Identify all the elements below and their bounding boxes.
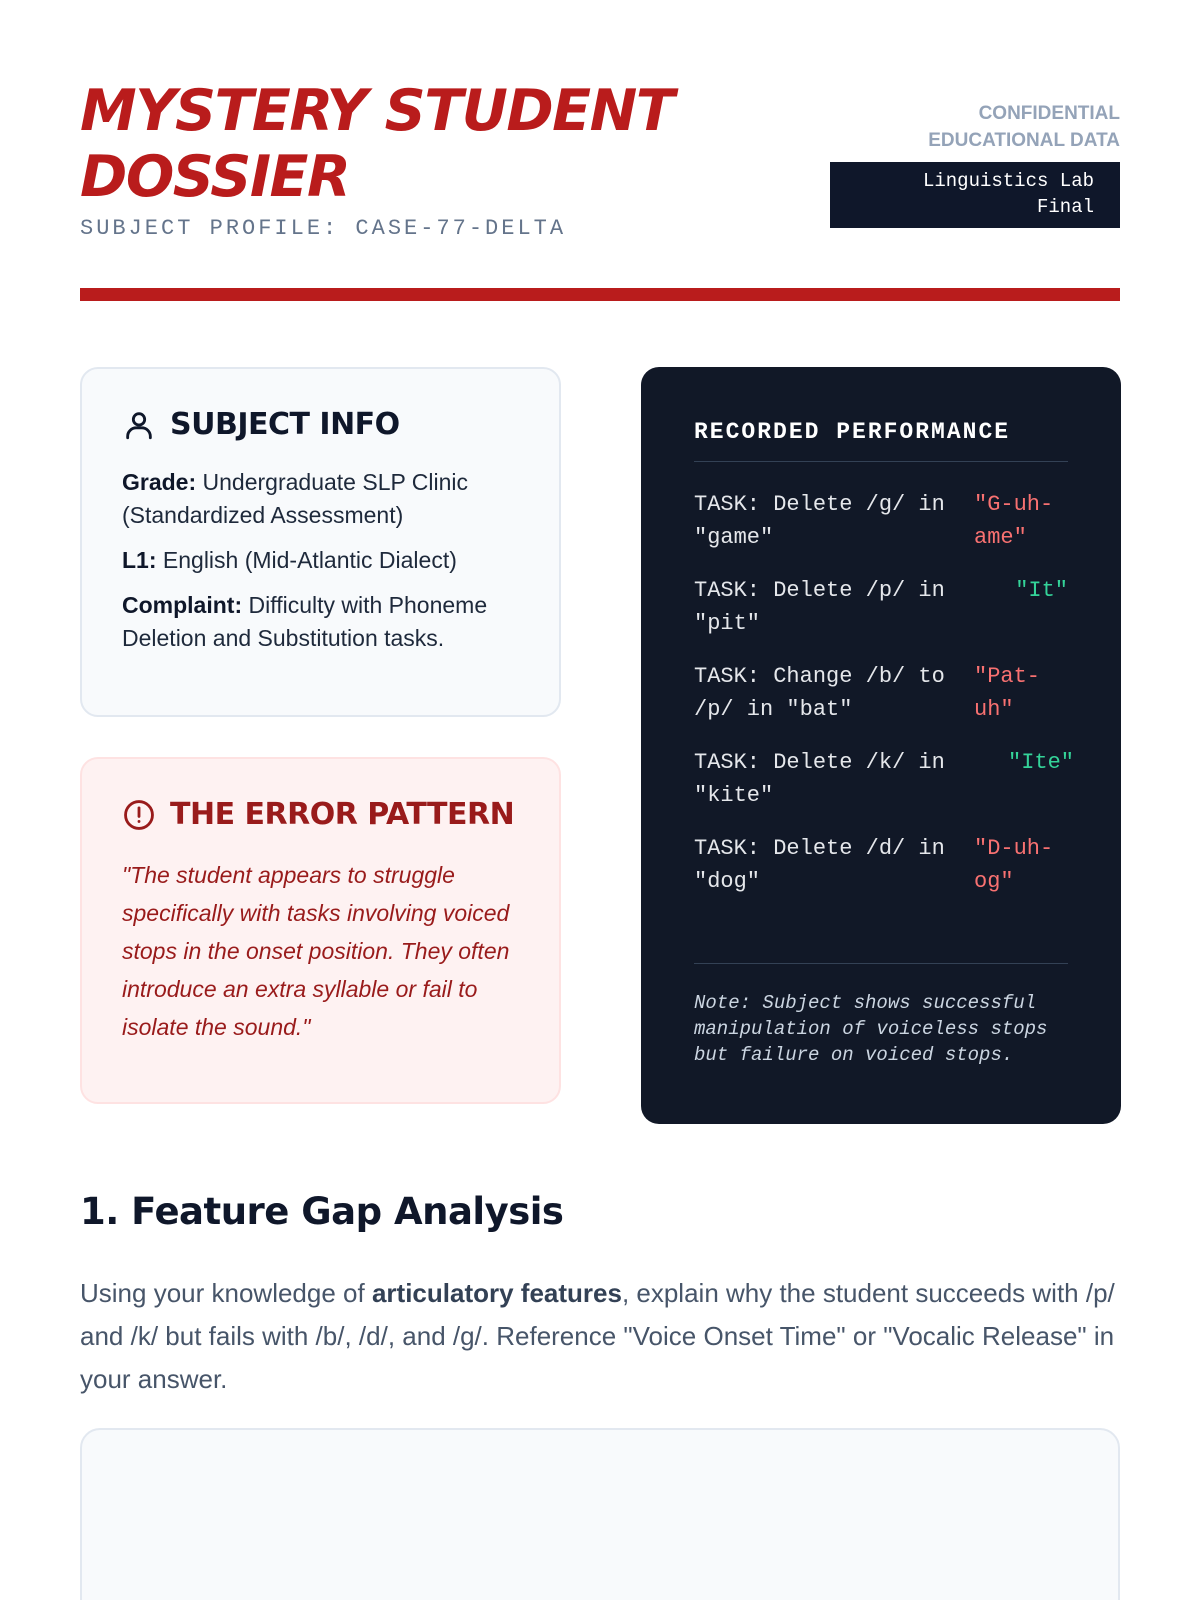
recorded-performance-panel (641, 367, 1121, 1124)
title-line-1: MYSTERY STUDENT (80, 78, 674, 144)
section-prompt (80, 1272, 1120, 1401)
prompt-text-before: Using your knowledge of (80, 1278, 372, 1308)
header-divider (80, 288, 1120, 301)
course-badge (830, 162, 1120, 228)
page-title (80, 78, 760, 210)
l1-line (122, 544, 521, 577)
confidential-line-1: CONFIDENTIAL (978, 103, 1120, 124)
prompt-text-bold: articulatory features (371, 1278, 622, 1308)
complaint-label: Complaint: (122, 592, 243, 618)
task-description: TASK: Delete /d/ in "dog" (694, 836, 945, 894)
confidential-line-2: EDUCATIONAL DATA (928, 130, 1120, 151)
course-line-2: Final (1036, 196, 1094, 218)
error-pattern-heading: THE ERROR PATTERN (170, 797, 515, 832)
task-row (694, 660, 1068, 726)
task-response: "It" (1015, 578, 1068, 603)
task-description: TASK: Delete /g/ in "game" (694, 492, 945, 550)
subject-info-card (80, 367, 561, 717)
subject-info-heading: SUBJECT INFO (170, 407, 400, 442)
prompt-text-after: , explain why the student succeeds with /p/ and /k/ but fails with /b/, /d/, and /g/. Reference "Voice Onset Time" or "Vocalic Release" in your answer. (80, 1278, 1115, 1394)
task-row (694, 488, 1068, 554)
task-response: "D-uh-og" (974, 836, 1054, 894)
error-pattern-card (80, 757, 561, 1104)
error-pattern-quote: "The student appears to struggle specifically with tasks involving voiced stops in the onset position. They often introduce an extra syllable or fail to isolate the sound." (122, 862, 510, 1040)
task-response: "Ite" (1008, 750, 1075, 775)
task-row (694, 746, 1075, 812)
task-description: TASK: Delete /p/ in "pit" (694, 578, 945, 636)
task-description: TASK: Delete /k/ in "kite" (694, 750, 945, 808)
subject-profile-subtitle: SUBJECT PROFILE: CASE-77-DELTA (80, 216, 567, 241)
grade-label: Grade: (122, 469, 197, 495)
confidential-label (830, 100, 1120, 154)
header-meta (830, 100, 1120, 228)
performance-note: Note: Subject shows successful manipulation of voiceless stops but failure on voiced stops. (694, 992, 1048, 1066)
l1-value: English (Mid-Atlantic Dialect) (162, 547, 457, 573)
grade-line (122, 466, 521, 532)
section-title: 1. Feature Gap Analysis (80, 1190, 564, 1233)
performance-heading: RECORDED PERFORMANCE (694, 419, 1068, 462)
subject-info-header (122, 407, 521, 442)
performance-divider (694, 963, 1068, 964)
grade-value: Undergraduate SLP Clinic (Standardized Assessment) (122, 469, 469, 528)
task-response: "Pat-uh" (974, 664, 1041, 722)
task-row (694, 574, 1068, 640)
error-pattern-header (122, 797, 521, 832)
task-list (694, 488, 1075, 898)
l1-label: L1: (122, 547, 157, 573)
task-description: TASK: Change /b/ to /p/ in "bat" (694, 664, 945, 722)
task-response: "G-uh-ame" (974, 492, 1054, 550)
task-row (694, 832, 1068, 898)
course-line-1: Linguistics Lab (922, 170, 1094, 192)
complaint-value: Difficulty with Phoneme Deletion and Substitution tasks. (122, 592, 488, 651)
user-icon (122, 408, 156, 442)
answer-textarea[interactable] (80, 1428, 1120, 1600)
complaint-line (122, 589, 521, 655)
title-line-2: DOSSIER (80, 144, 350, 210)
title-block (80, 78, 760, 241)
alert-circle-icon (122, 798, 156, 832)
